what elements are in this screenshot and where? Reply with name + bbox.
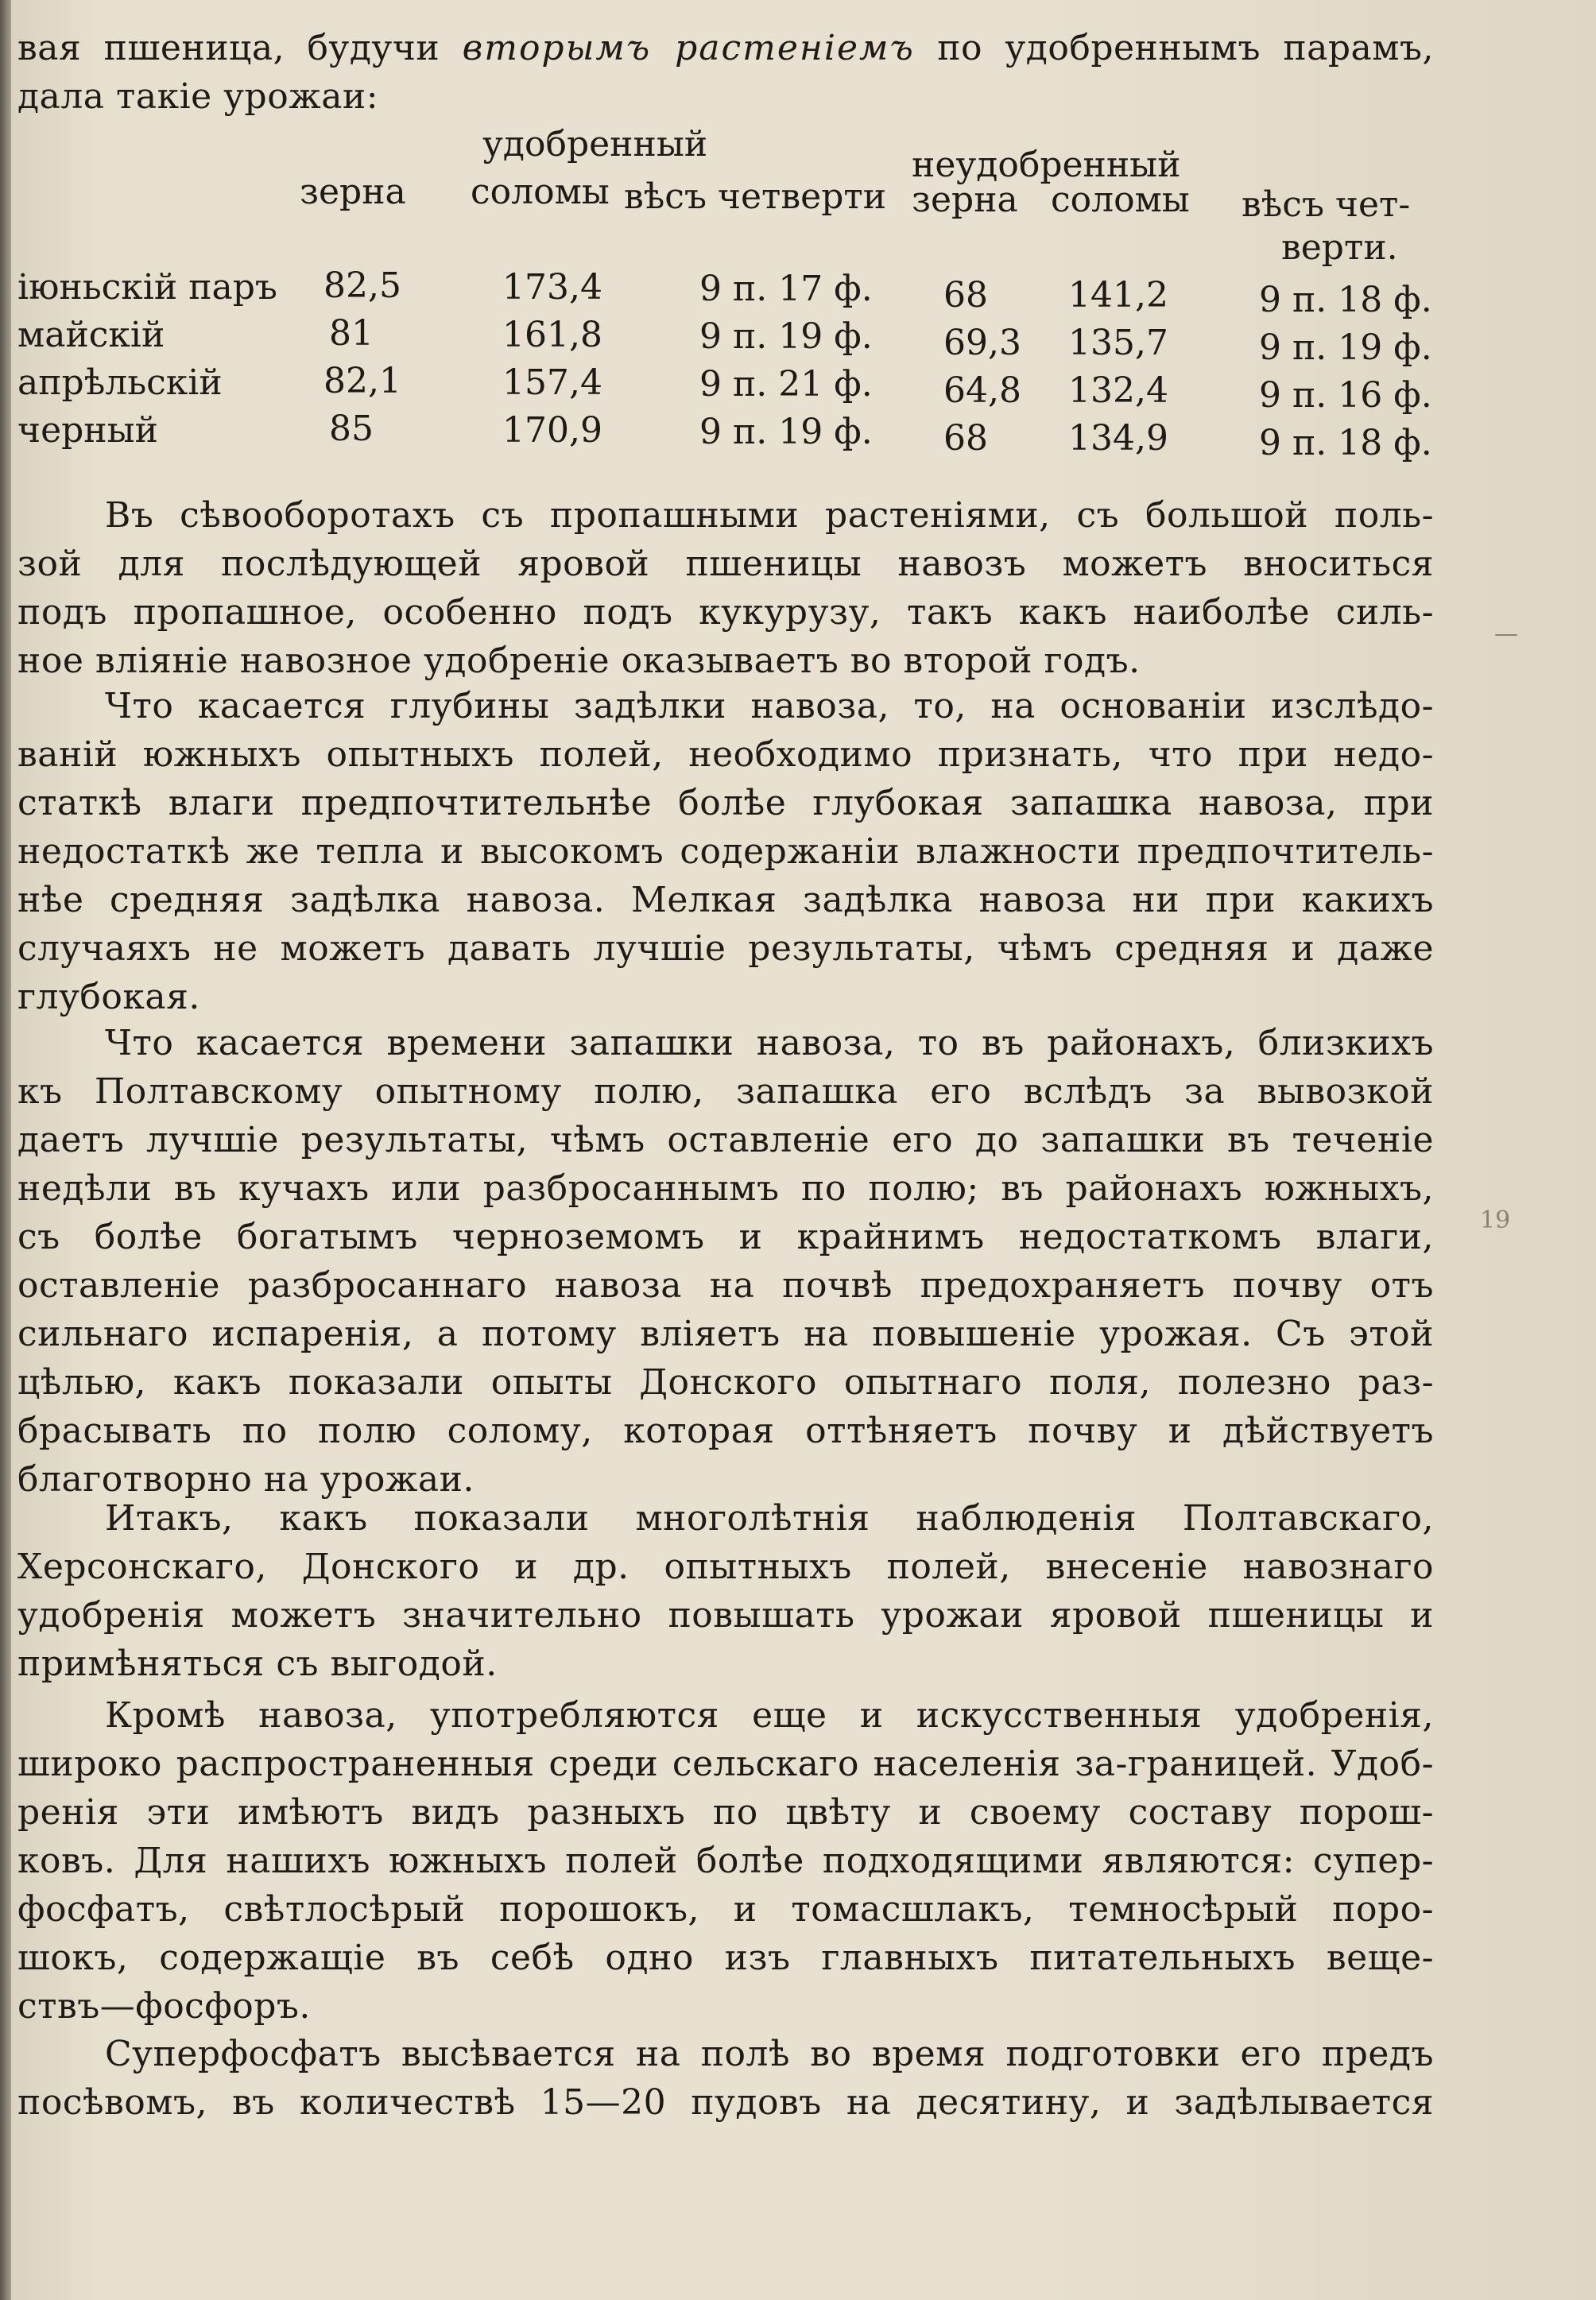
text-line: случаяхъ не можетъ давать лучшіе результаты, чѣмъ средняя и даже (17, 928, 1434, 969)
paragraph-3 (17, 1019, 1434, 1504)
text-line: оставленіе разбросаннаго навоза на почвѣ предохраняетъ почву отъ (17, 1265, 1434, 1306)
text-line: Кромѣ навоза, употребляются еще и искусственныя удобренія, (105, 1695, 1434, 1736)
text-line: сильнаго испаренія, а потому вліяетъ на повышеніе урожая. Съ этой (17, 1314, 1434, 1354)
text-line: подъ пропашное, особенно подъ кукурузу, такъ какъ наиболѣе силь- (17, 592, 1434, 633)
text-line: широко распространенныя среди сельскаго населенія за-границей. Удоб- (17, 1744, 1434, 1784)
cell-weight-1: 9 п. 17 ф. (699, 269, 873, 309)
text-line: брасывать по полю солому, которая оттѣняетъ почву и дѣйствуетъ (17, 1411, 1434, 1451)
group-header-unfertilized: неудобренный (912, 145, 1181, 185)
paragraph-4 (17, 1494, 1434, 1688)
cell-grain-2: 64,8 (943, 370, 1021, 411)
text-line: статкѣ влаги предпочтительнѣе болѣе глубокая запашка навоза, при (17, 783, 1434, 823)
row-label-black: черный (17, 410, 158, 451)
text-line: благотворно на урожаи. (17, 1459, 475, 1500)
text-line: недѣли въ кучахъ или разбросаннымъ по полю; въ районахъ южныхъ, (17, 1168, 1434, 1209)
cell-straw-1: 157,4 (502, 362, 602, 403)
header-straw-2: соломы (1051, 180, 1190, 220)
cell-straw-2: 132,4 (1068, 370, 1168, 411)
cell-weight-1: 9 п. 19 ф. (699, 412, 873, 452)
cell-weight-1: 9 п. 19 ф. (699, 316, 873, 357)
header-weight-2b: верти. (1281, 227, 1398, 268)
paragraph-2 (17, 682, 1434, 1021)
cell-straw-2: 141,2 (1068, 275, 1168, 316)
margin-mark-number: 19 (1480, 1206, 1511, 1234)
text-line: примѣняться съ выгодой. (17, 1644, 498, 1684)
cell-grain-1: 82,5 (323, 265, 401, 306)
cell-grain-1: 81 (329, 313, 374, 354)
intro-line-2: дала такіе урожаи: (17, 76, 379, 117)
intro-text (17, 24, 1434, 121)
cell-straw-2: 135,7 (1068, 323, 1168, 363)
text-line: Что касается глубины задѣлки навоза, то, на основаніи изслѣдо- (105, 686, 1434, 726)
header-straw-1: соломы (471, 172, 610, 212)
header-weight-1: вѣсъ четверти (624, 176, 887, 217)
cell-weight-2: 9 п. 16 ф. (1259, 375, 1432, 416)
text-line: глубокая. (17, 977, 200, 1017)
cell-grain-2: 69,3 (943, 323, 1021, 363)
text-line: нѣе средняя задѣлка навоза. Мелкая задѣлка навоза ни при какихъ (17, 880, 1434, 920)
paragraph-6 (17, 2030, 1434, 2127)
intro-line1-italic: вторымъ растеніемъ (462, 28, 915, 68)
text-line: шокъ, содержащіе въ себѣ одно изъ главныхъ питательныхъ веще- (17, 1938, 1434, 1978)
margin-mark-dash: — (1494, 620, 1518, 648)
cell-straw-1: 161,8 (502, 315, 602, 355)
text-line: Въ сѣвооборотахъ съ пропашными растеніями, съ большой поль- (105, 495, 1434, 536)
text-line: фосфатъ, свѣтлосѣрый порошокъ, и томасшлакъ, темносѣрый поро- (17, 1889, 1434, 1930)
text-line: къ Полтавскому опытному полю, запашка его вслѣдъ за вывозкой (17, 1071, 1434, 1112)
intro-line-1 (17, 24, 1434, 72)
row-label-may: майскій (17, 315, 165, 355)
text-line: Итакъ, какъ показали многолѣтнія наблюденія Полтавскаго, (105, 1498, 1434, 1539)
text-line: ковъ. Для нашихъ южныхъ полей болѣе подходящими являются: супер- (17, 1841, 1434, 1881)
cell-weight-2: 9 п. 18 ф. (1259, 280, 1432, 320)
row-label-june: іюньскій паръ (17, 267, 277, 308)
text-line: цѣлью, какъ показали опыты Донского опытнаго поля, полезно раз- (17, 1362, 1434, 1403)
cell-weight-2: 9 п. 19 ф. (1259, 327, 1432, 368)
text-line: Что касается времени запашки навоза, то въ районахъ, близкихъ (105, 1023, 1434, 1063)
header-grain-1: зерна (300, 172, 406, 212)
cell-grain-1: 82,1 (323, 361, 401, 401)
text-line: съ болѣе богатымъ черноземомъ и крайнимъ недостаткомъ влаги, (17, 1217, 1434, 1257)
text-line: ствъ—фосфоръ. (17, 1986, 311, 2027)
header-grain-2: зерна (912, 180, 1018, 220)
cell-weight-1: 9 п. 21 ф. (699, 364, 873, 405)
text-line: удобренія можетъ значительно повышать урожаи яровой пшеницы и (17, 1595, 1434, 1636)
paragraph-1 (17, 491, 1434, 685)
cell-grain-2: 68 (943, 275, 988, 316)
yield-table (17, 124, 1448, 474)
text-line: Херсонскаго, Донского и др. опытныхъ полей, внесеніе навознаго (17, 1547, 1434, 1587)
intro-line1-end: по удобреннымъ парамъ, (937, 28, 1434, 68)
text-line: ренія эти имѣютъ видъ разныхъ по цвѣту и своему составу порош- (17, 1792, 1434, 1833)
cell-straw-1: 170,9 (502, 410, 602, 451)
cell-grain-2: 68 (943, 418, 988, 459)
row-label-april: апрѣльскій (17, 362, 223, 403)
text-line: Суперфосфатъ высѣвается на полѣ во время подготовки его предъ (105, 2034, 1434, 2074)
cell-straw-1: 173,4 (502, 267, 602, 308)
text-line: ваній южныхъ опытныхъ полей, необходимо признать, что при недо- (17, 734, 1434, 775)
group-header-fertilized: удобренный (482, 124, 708, 165)
paragraph-5 (17, 1691, 1434, 2031)
cell-weight-2: 9 п. 18 ф. (1259, 423, 1432, 463)
book-spine (0, 0, 11, 2300)
intro-line1-start: вая пшеница, будучи (17, 28, 440, 68)
text-line: даетъ лучшіе результаты, чѣмъ оставленіе его до запашки въ теченіе (17, 1120, 1434, 1160)
text-line: ное вліяніе навозное удобреніе оказываетъ во второй годъ. (17, 641, 1141, 681)
text-line: зой для послѣдующей яровой пшеницы навозъ можетъ вноситься (17, 544, 1434, 584)
cell-grain-1: 85 (329, 409, 374, 449)
text-line: недостаткѣ же тепла и высокомъ содержаніи влажности предпочтитель- (17, 831, 1434, 872)
cell-straw-2: 134,9 (1068, 418, 1168, 459)
text-line: посѣвомъ, въ количествѣ 15—20 пудовъ на десятину, и задѣлывается (17, 2082, 1434, 2123)
header-weight-2a: вѣсъ чет- (1242, 184, 1411, 225)
